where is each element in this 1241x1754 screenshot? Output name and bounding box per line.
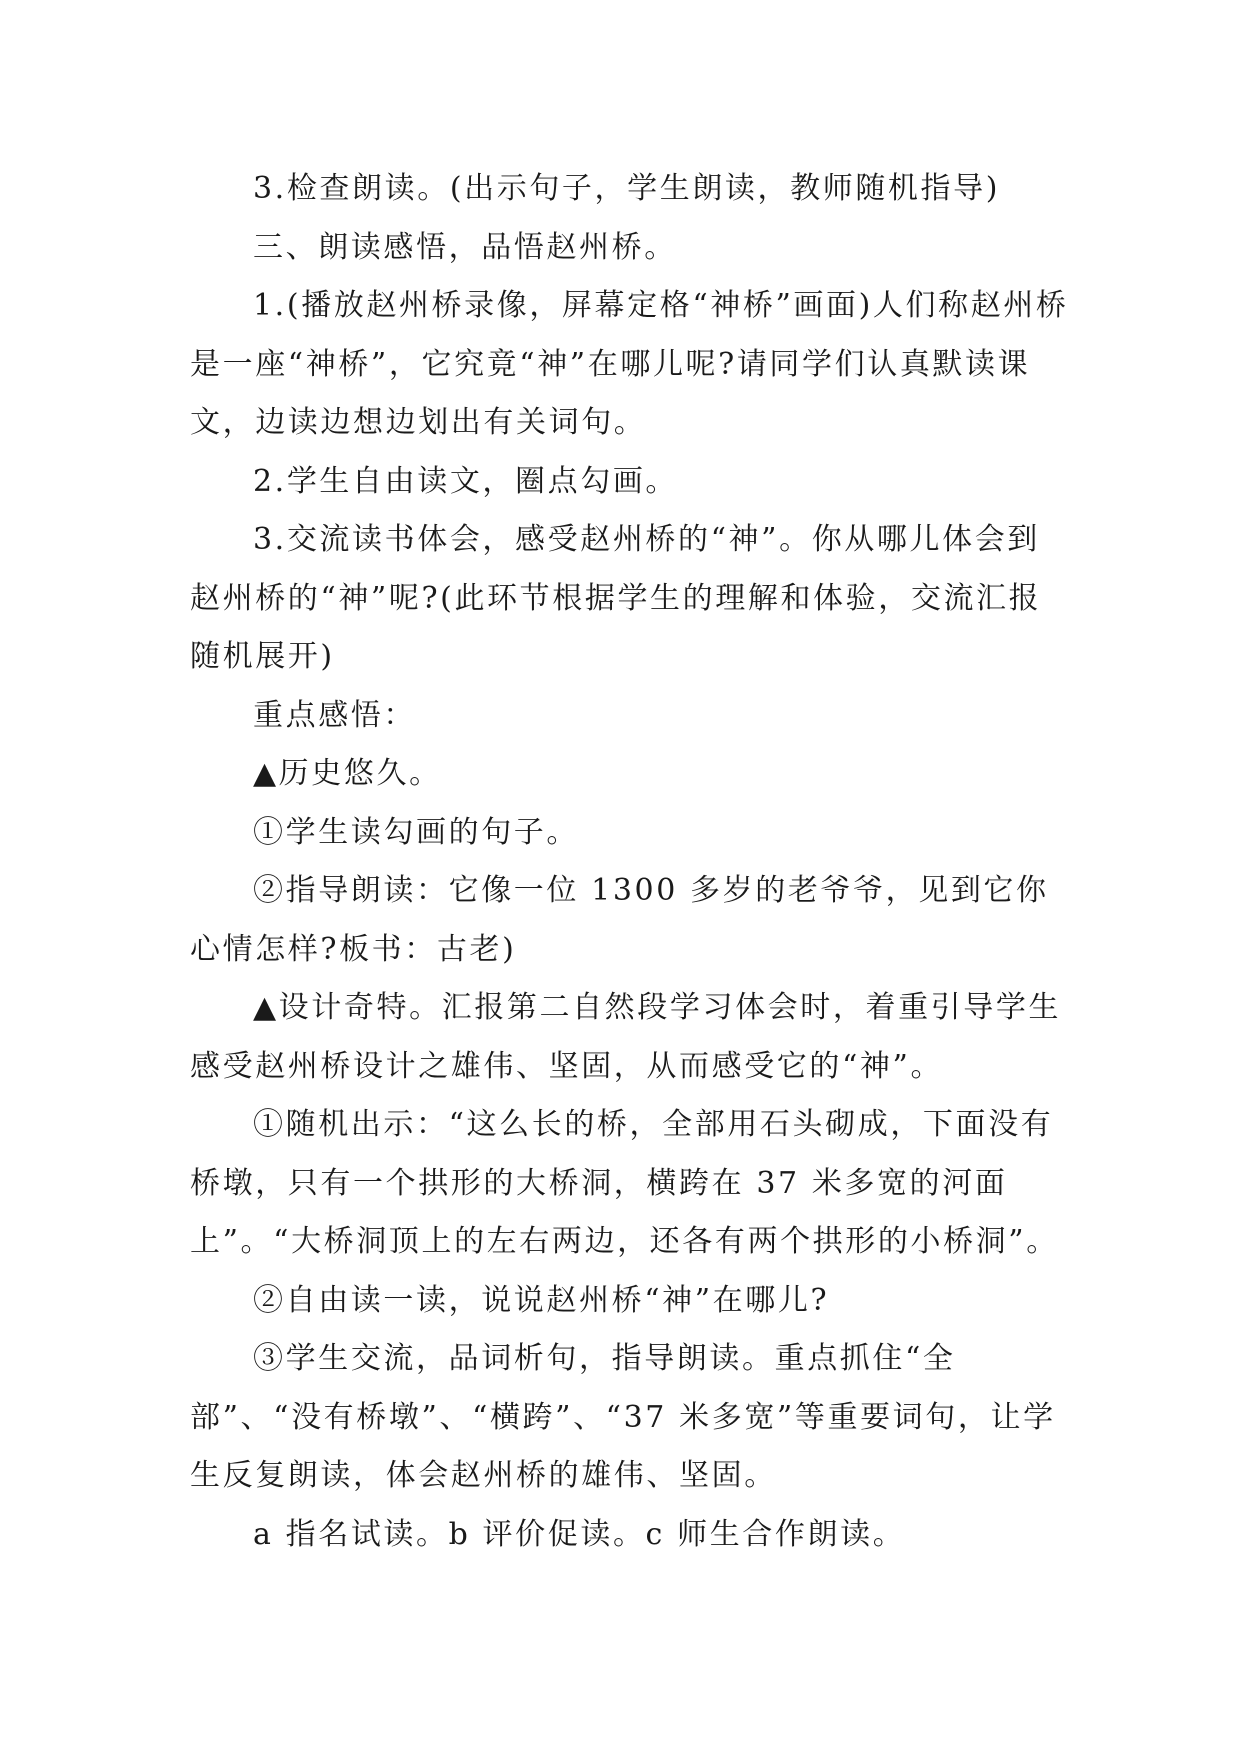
paragraph-history-step-2: ②指导朗读：它像一位 1300 多岁的老爷爷，见到它你心情怎样?板书：古老) — [190, 873, 1049, 967]
paragraph-design-step-2: ②自由读一读，说说赵州桥“神”在哪儿? — [253, 1282, 830, 1318]
paragraph-design-step-1: ①随机出示：“这么长的桥，全部用石头砌成，下面没有桥墩，只有一个拱形的大桥洞，横跨在 37 米多宽的河面上”。“大桥洞顶上的左右两边，还各有两个拱形的小桥洞”。 — [190, 1107, 1059, 1259]
paragraph-video-question: 1.(播放赵州桥录像，屏幕定格“神桥”画面)人们称赵州桥是一座“神桥”，它究竟“神”在哪儿呢?请同学们认真默读课文，边读边想边划出有关词句。 — [190, 288, 1069, 440]
paragraph-history: ▲历史悠久。 — [253, 756, 442, 791]
paragraph-history-step-1: ①学生读勾画的句子。 — [253, 814, 579, 850]
paragraph-design-step-3: ③学生交流，品词析句，指导朗读。重点抓住“全部”、“没有桥墩”、“横跨”、“37 米多宽”等重要词句，让学生反复朗读，体会赵州桥的雄伟、坚固。 — [190, 1341, 1056, 1493]
paragraph-design: ▲设计奇特。汇报第二自然段学习体会时，着重引导学生感受赵州桥设计之雄伟、坚固，从而感受它的“神”。 — [190, 990, 1062, 1084]
paragraph-exchange: 3.交流读书体会，感受赵州桥的“神”。你从哪儿体会到赵州桥的“神”呢?(此环节根据学生的理解和体验，交流汇报随机展开) — [190, 522, 1042, 674]
paragraph-reading-methods: a 指名试读。b 评价促读。c 师生合作朗读。 — [253, 1516, 906, 1552]
document-body — [190, 160, 1070, 1564]
paragraph-check-reading: 3.检查朗读。(出示句子，学生朗读，教师随机指导) — [253, 171, 1001, 206]
paragraph-key-insight: 重点感悟： — [253, 697, 416, 733]
section-heading-3: 三、朗读感悟，品悟赵州桥。 — [253, 229, 677, 265]
paragraph-free-reading: 2.学生自由读文，圈点勾画。 — [253, 463, 679, 499]
